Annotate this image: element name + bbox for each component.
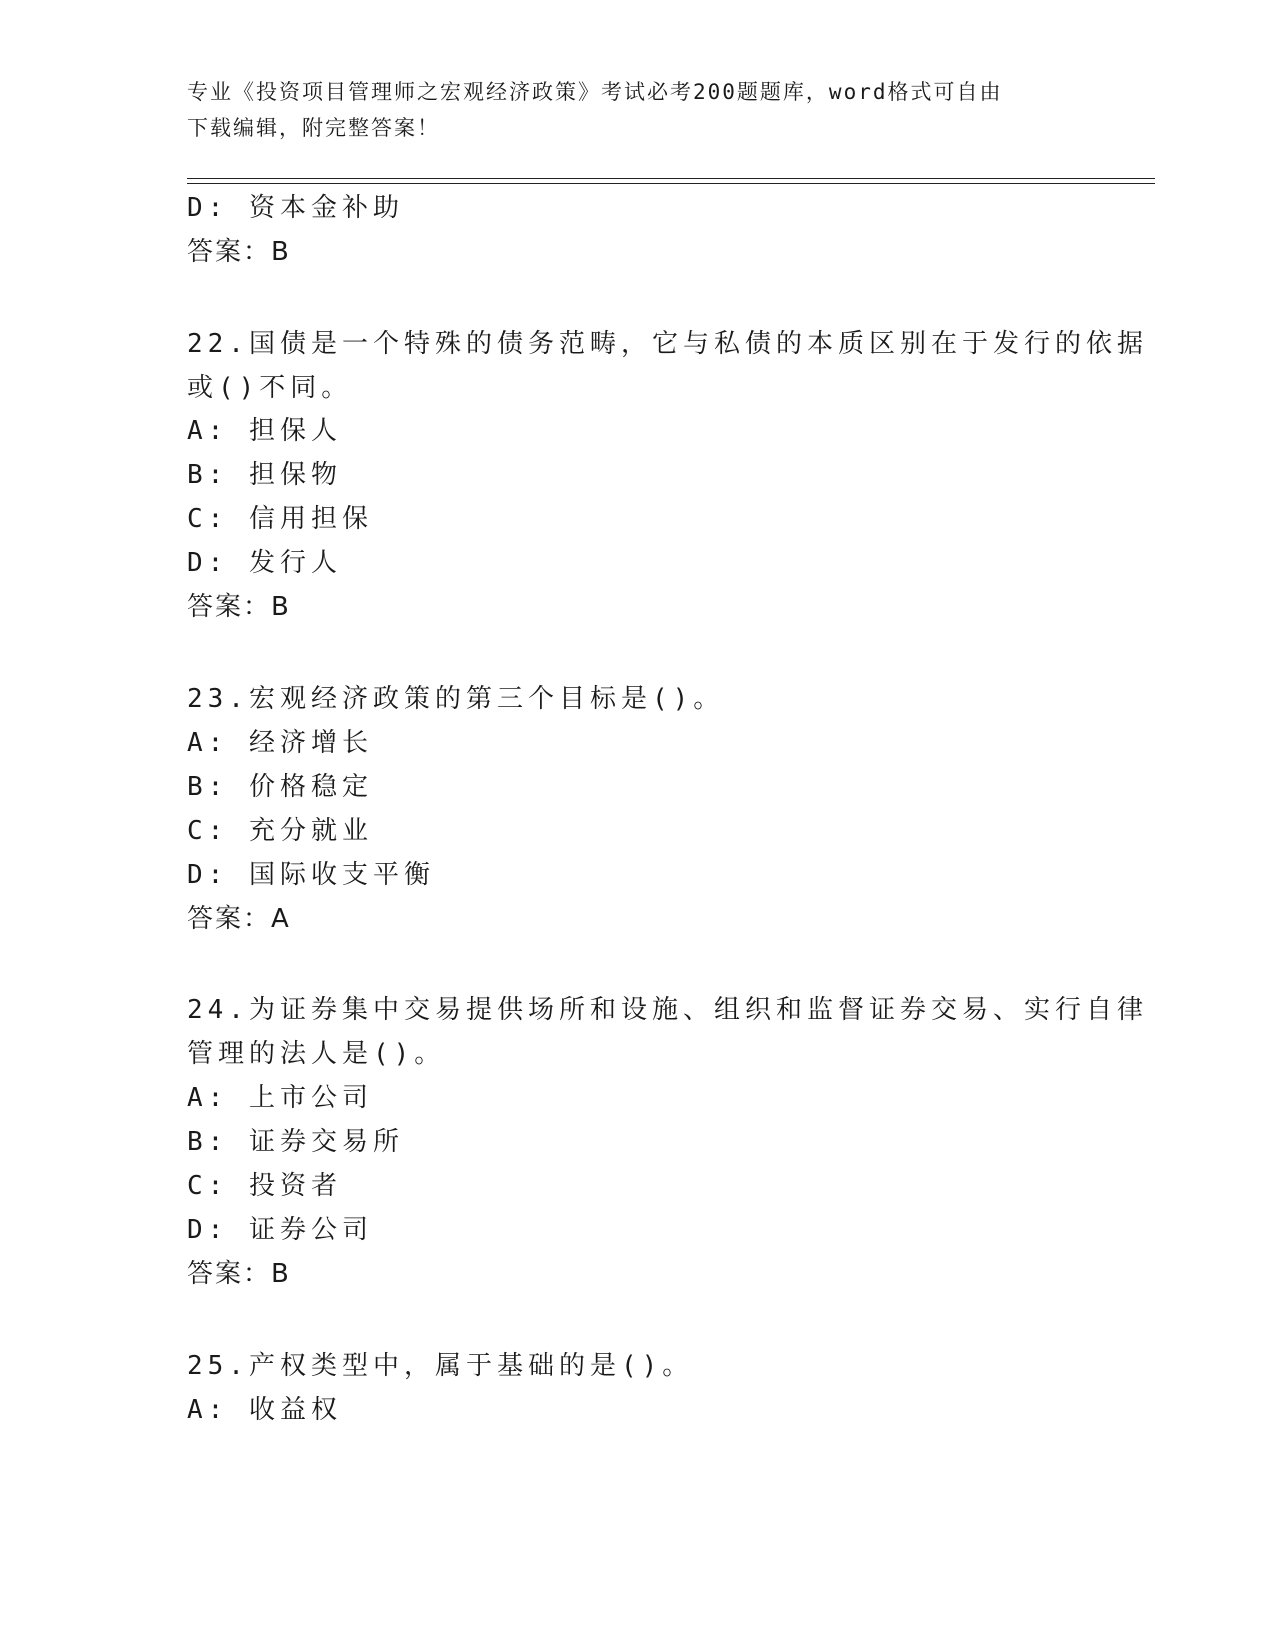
q22-answer: 答案：B [187,592,291,622]
q24-answer: 答案：B [187,1259,291,1289]
q23-option-c: C: 充分就业 [187,816,373,846]
q24-option-a: A: 上市公司 [187,1083,373,1113]
q22-option-d: D: 发行人 [187,548,342,578]
page-header [187,74,1087,146]
q25-option-a: A: 收益权 [187,1395,342,1425]
q24-stem-line-2: 管理的法人是()。 [187,1039,446,1069]
q24-option-b: B: 证券交易所 [187,1127,404,1157]
header-line-1: 专业《投资项目管理师之宏观经济政策》考试必考200题题库，word格式可自由 [187,80,1003,104]
q22-stem-line-2: 或()不同。 [187,373,353,403]
q22-option-a: A: 担保人 [187,416,342,446]
q25-stem-line-1: 25.产权类型中，属于基础的是()。 [187,1351,694,1381]
q22-stem-line-1: 22.国债是一个特殊的债务范畴，它与私债的本质区别在于发行的依据 [187,329,1148,359]
header-rule-top [187,178,1155,179]
q24-stem-line-1: 24.为证券集中交易提供场所和设施、组织和监督证券交易、实行自律 [187,995,1148,1025]
prev-answer: 答案：B [187,237,291,267]
q24-option-c: C: 投资者 [187,1171,342,1201]
q23-option-a: A: 经济增长 [187,728,373,758]
q23-answer: 答案：A [187,904,291,934]
header-line-2: 下载编辑，附完整答案！ [187,116,440,140]
q23-stem-line-1: 23.宏观经济政策的第三个目标是()。 [187,684,725,714]
q23-option-d: D: 国际收支平衡 [187,860,435,890]
header-rule-bottom [187,183,1155,184]
q22-option-b: B: 担保物 [187,460,342,490]
q24-option-d: D: 证券公司 [187,1215,373,1245]
q23-option-b: B: 价格稳定 [187,772,373,802]
prev-option-d: D: 资本金补助 [187,193,404,223]
q22-option-c: C: 信用担保 [187,504,373,534]
